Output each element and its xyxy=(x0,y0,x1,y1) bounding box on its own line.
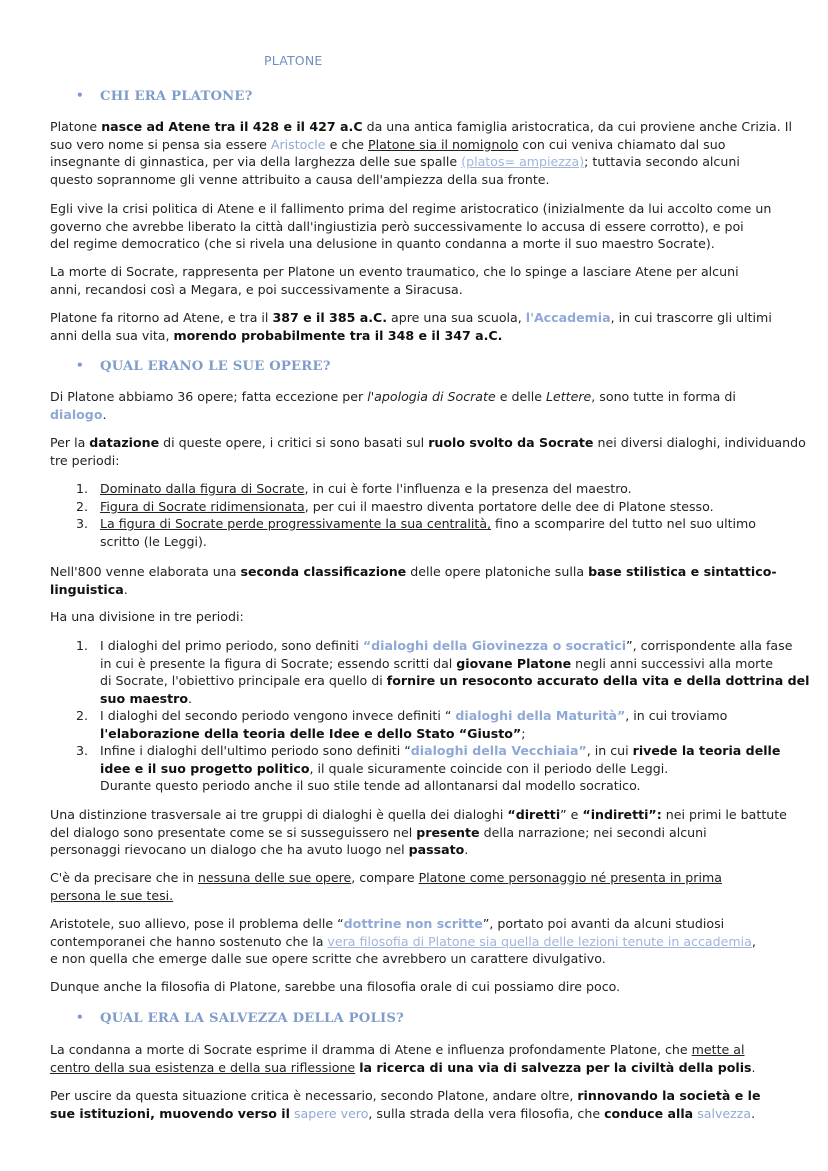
platos-link[interactable]: (platos= ampiezza) xyxy=(461,154,585,169)
paragraph-dating: Per la datazione di queste opere, i critici si sono basati sul ruolo svolto da Socrate nei diversi dialoghi, individuando tre periodi: xyxy=(50,435,806,468)
bullet-icon: • xyxy=(76,1010,84,1024)
accademia-link[interactable]: vera filosofia di Platone sia quella delle lezioni tenute in accademia xyxy=(327,933,752,949)
bullet-icon: • xyxy=(76,358,84,372)
paragraph-academy: Platone fa ritorno ad Atene, e tra il 387 e il 385 a.C. apre una sua scuola, l'Accademia, in cui trascorre gli ultimi anni della sua vita, morendo probabilmente tra il 348 e il 347 a.C. xyxy=(50,310,772,343)
paragraph-works: Di Platone abbiamo 36 opere; fatta eccezione per l'apologia di Socrate e delle Lettere, sono tutte in forma di dialogo. xyxy=(50,389,736,422)
paragraph-direct-indirect: Una distinzione trasversale ai tre gruppi di dialoghi è quella dei dialoghi “diretti” e “indiretti”: nei primi le battute del dialogo sono presentate come se si susseguissero nel presente della narrazione; nei secondi alcuni personaggi rievocano un dialogo che ha avuto luogo nel passato. xyxy=(50,807,787,857)
bullet-icon: • xyxy=(76,88,84,102)
paragraph-platone-character: C'è da precisare che in nessuna delle sue opere, compare Platone come personaggio né presenta in prima persona le sue tesi. xyxy=(50,870,722,903)
paragraph-three-periods: Ha una divisione in tre periodi: xyxy=(50,609,244,624)
paragraph-socrates-death: La morte di Socrate, rappresenta per Platone un evento traumatico, che lo spinge a lasciare Atene per alcuni anni, recandosi così a Megara, e poi successivamente a Siracusa. xyxy=(50,264,739,297)
paragraph-unwritten-doctrines: Aristotele, suo allievo, pose il problema delle “dottrine non scritte”, portato poi avanti da alcuni studiosi contemporanei che hanno sostenuto che la vera filosofia di Platone sia quella delle lezioni tenute in accademia, e non quella che emerge dalle sue opere scritte che avrebbero un carattere divulgativo. xyxy=(50,916,756,966)
paragraph-renewal: Per uscire da questa situazione critica è necessario, secondo Platone, andare oltre, rinnovando la società e le sue istituzioni, muovendo verso il sapere vero, sulla strada della vera filosofia, che conduce alla salvezza. xyxy=(50,1088,761,1121)
document-page: PLATONE • CHI ERA PLATONE? Platone nasce ad Atene tra il 428 e il 427 a.C da una antica famiglia aristocratica, da cui proviene anche Crizia. Il suo vero nome si pensa sia essere Aristocle e che Platone sia il nomignolo con cui veniva chiamato dal suo insegnante di ginnastica, per via della larghezza delle sue spalle (platos= ampiezza); tuttavia secondo alcuni questo soprannome gli venne attribuito a causa dell'ampiezza della sua fronte. Egli vive la crisi politica di Atene e il fallimento prima del regime aristocratico (inizialmente da lui accolto come un governo che avrebbe liberato la città dall'ingiustizia però successivamente lo accusa di essere corrotto), e poi del regime democratico (che si rivela una delusione in quanto condanna a morte il suo maestro Socrate). La morte di Socrate, rappresenta per Platone un evento traumatico, che lo spinge a lasciare Atene per alcuni anni, recandosi così a Megara, e poi successivamente a Siracusa. Platone fa ritorno ad Atene, e tra il 387 e il 385 a.C. apre una sua scuola, l'Accademia, in cui trascorre gli ultimi anni della sua vita, morendo probabilmente tra il 348 e il 347 a.C. • QUAL ERANO LE SUE OPERE? Di Platone abbiamo 36 opere; fatta eccezione per l'apologia di Socrate e delle Lettere, sono tutte in forma di dialogo. Per la datazione di queste opere, i critici si sono basati sul ruolo svolto da Socrate nei diversi dialoghi, individuando tre periodi: 1. Dominato dalla figura di Socrate, in cui è forte l'influenza e la presenza del maestro. 2. Figura di Socrate ridimensionata, per cui il maestro diventa portatore delle dee di Platone stesso. 3. La figura di Socrate perde progressivamente la sua centralità, fino a scomparire del tutto nel suo ultimo scritto (le Leggi). Nell'800 venne elaborata una seconda classificazione delle opere platoniche sulla base stilistica e sintattico- linguistica. Ha una divisione in tre periodi: 1. I dialoghi del primo periodo, sono definiti “dialoghi della Giovinezza o socratici”, corrispondente alla fase in cui è presente la figura di Socrate; essendo scritti dal giovane Platone negli anni successivi alla morte di Socrate, l'obiettivo principale era quello di fornire un resoconto accurato della vita e della dottrina del suo maestro. 2. I dialoghi del secondo periodo vengono invece definiti “ dialoghi della Maturità”, in cui troviamo l'elaborazione della teoria delle Idee e dello Stato “Giusto”; 3. Infine i dialoghi dell'ultimo periodo sono definiti “dialoghi della Vecchiaia”, in cui rivede la teoria delle idee e il suo progetto politico, il quale sicuramente coincide con il periodo delle Leggi. Durante questo periodo anche il suo stile tende ad allontanarsi dal modello socratico. Una distinzione trasversale ai tre gruppi di dialoghi è quella dei dialoghi “diretti” e “indiretti”: nei primi le battute del dialogo sono presentate come se si susseguissero nel presente della narrazione; nei secondi alcuni personaggi rievocano un dialogo che ha avuto luogo nel passato. C'è da precisare che in nessuna delle sue opere, compare Platone come personaggio né presenta in prima persona le sue tesi. Aristotele, suo allievo, pose il problema delle “dottrine non scritte”, portato poi avanti da alcuni studiosi contemporanei che hanno sostenuto che la vera filosofia di Platone sia quella delle lezioni tenute in accademia, e non quella che emerge dalle sue opere scritte che avrebbero un carattere divulgativo. Dunque anche la filosofia di Platone, sarebbe una filosofia orale di cui possiamo dire poco. • QUAL ERA LA SALVEZZA DELLA POLIS? La condanna a morte di Socrate esprime il dramma di Atene e influenza profondamente Platone, che mette al centro della sua esistenza e della sua riflessione la ricerca di una via di salvezza per la civiltà della polis. Per uscire da questa situazione critica è necessario, secondo Platone, andare oltre, rinnovando la società e le sue istituzioni, muovendo verso il sapere vero, sulla strada della vera filosofia, che conduce alla salvezza. xyxy=(50,53,810,1121)
paragraph-oral-philosophy: Dunque anche la filosofia di Platone, sarebbe una filosofia orale di cui possiamo dire poco. xyxy=(50,979,621,994)
paragraph-birth: Platone nasce ad Atene tra il 428 e il 427 a.C da una antica famiglia aristocratica, da cui proviene anche Crizia. Il suo vero nome si pensa sia essere Aristocle e che Platone sia il nomignolo con cui veniva chiamato dal suo insegnante di ginnastica, per via della larghezza delle sue spalle (platos= ampiezza); tuttavia secondo alcuni questo soprannome gli venne attribuito a causa dell'ampiezza della sua fronte. xyxy=(50,119,792,187)
paragraph-crisis: Egli vive la crisi politica di Atene e il fallimento prima del regime aristocratico (inizialmente da lui accolto come un governo che avrebbe liberato la città dall'ingiustizia però successivamente lo accusa di essere corrotto), e poi del regime democratico (che si rivela una delusione in quanto condanna a morte il suo maestro Socrate). xyxy=(50,201,772,251)
paragraph-second-classification: Nell'800 venne elaborata una seconda classificazione delle opere platoniche sulla base stilistica e sintattico- linguistica. xyxy=(50,564,777,597)
paragraph-drama-athens: La condanna a morte di Socrate esprime il dramma di Atene e influenza profondamente Platone, che mette al centro della sua esistenza e della sua riflessione la ricerca di una via di salvezza per la civiltà della polis. xyxy=(50,1042,756,1075)
document-title: PLATONE xyxy=(264,53,323,68)
